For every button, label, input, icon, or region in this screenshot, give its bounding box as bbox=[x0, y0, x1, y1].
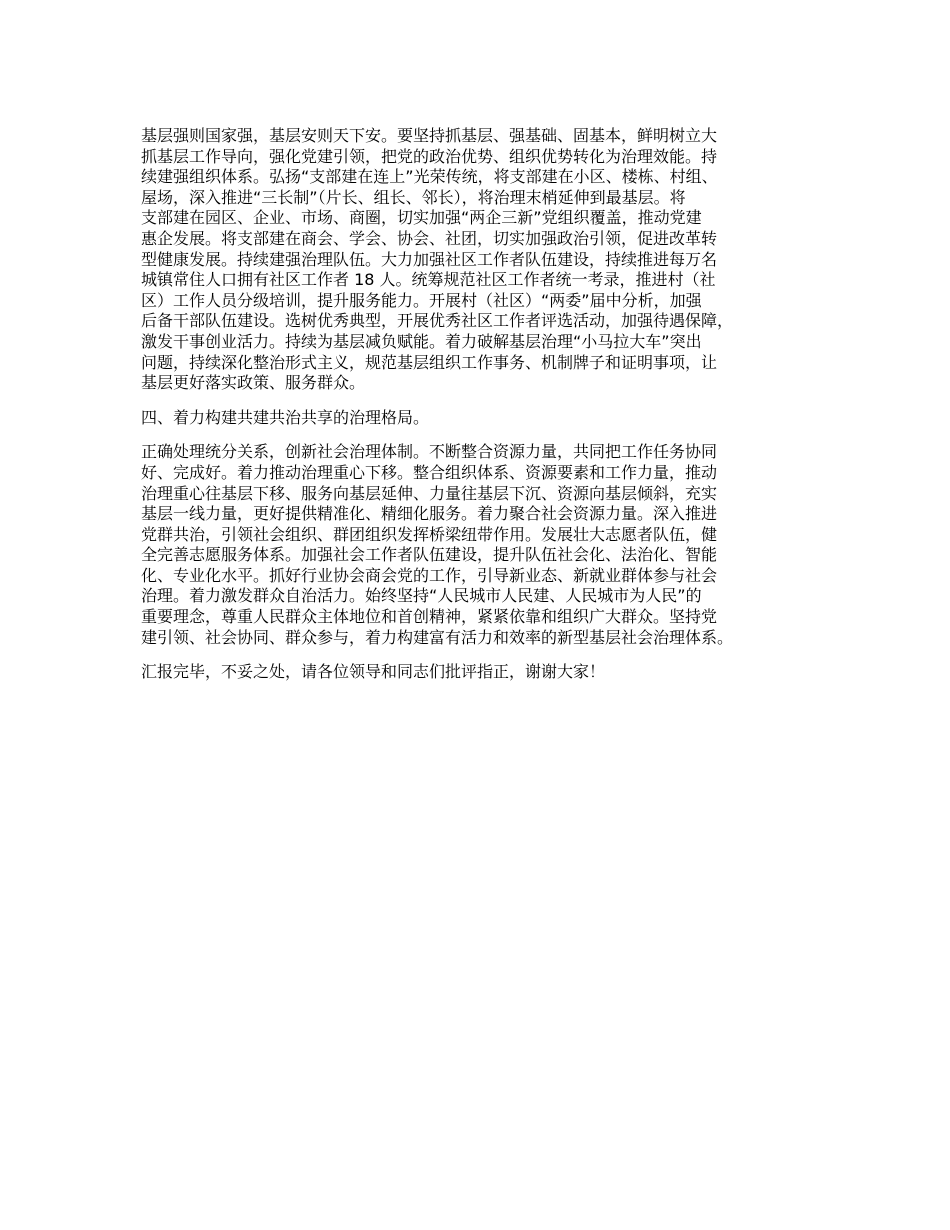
text-line: 问题，持续深化整治形式主义，规范基层组织工作事务、机制牌子和证明事项，让 bbox=[141, 352, 718, 372]
text-line: 屋场，深入推进“三长制”（片长、组长、邻长），将治理末梢延伸到最基层。将 bbox=[141, 187, 686, 207]
text-line: 型健康发展。持续建强治理队伍。大力加强社区工作者队伍建设，持续推进每万名 bbox=[141, 249, 718, 269]
text-line: 基层更好落实政策、服务群众。 bbox=[141, 373, 366, 393]
paragraph-grassroots bbox=[141, 126, 831, 394]
text-line: 党群共治，引领社会组织、群团组织发挥桥梁纽带作用。发展壮大志愿者队伍，健 bbox=[141, 524, 718, 544]
text-line: 城镇常住人口拥有社区工作者 18 人。统筹规范社区工作者统一考录，推进村（社 bbox=[141, 270, 716, 290]
text-line: 正确处理统分关系，创新社会治理体制。不断整合资源力量，共同把工作任务协同 bbox=[141, 442, 718, 462]
text-line: 好、完成好。着力推动治理重心下移。整合组织体系、资源要素和工作力量，推动 bbox=[141, 462, 718, 482]
text-line: 支部建在园区、企业、市场、商圈，切实加强“两企三新”党组织覆盖，推动党建 bbox=[141, 208, 702, 228]
text-line: 全完善志愿服务体系。加强社会工作者队伍建设，提升队伍社会化、法治化、智能 bbox=[141, 545, 718, 565]
text-line: 治理。着力激发群众自治活力。始终坚持“人民城市人民建、人民城市为人民”的 bbox=[141, 586, 702, 606]
text-line: 建引领、社会协同、群众参与，着力构建富有活力和效率的新型基层社会治理体系。 bbox=[141, 627, 734, 647]
text-line: 重要理念，尊重人民群众主体地位和首创精神，紧紧依靠和组织广大群众。坚持党 bbox=[141, 607, 718, 627]
closing-paragraph bbox=[141, 662, 831, 683]
text-line: 抓基层工作导向，强化党建引领，把党的政治优势、组织优势转化为治理效能。持 bbox=[141, 146, 718, 166]
text-line: 基层强则国家强，基层安则天下安。要坚持抓基层、强基础、固基本，鲜明树立大 bbox=[141, 126, 718, 145]
text-line: 治理重心往基层下移、服务向基层延伸、力量往基层下沉、资源向基层倾斜，充实 bbox=[141, 483, 718, 503]
closing-text: 汇报完毕，不妥之处，请各位领导和同志们批评指正，谢谢大家！ bbox=[141, 662, 606, 682]
text-line: 激发干事创业活力。持续为基层减负赋能。着力破解基层治理“小马拉大车”突出 bbox=[141, 331, 702, 351]
section-heading bbox=[141, 408, 831, 429]
text-line: 基层一线力量，更好提供精准化、精细化服务。着力聚合社会资源力量。深入推进 bbox=[141, 504, 718, 524]
paragraph-governance bbox=[141, 442, 831, 648]
text-line: 化、专业化水平。抓好行业协会商会党的工作，引导新业态、新就业群体参与社会 bbox=[141, 565, 718, 585]
text-line: 惠企发展。将支部建在商会、学会、协会、社团，切实加强政治引领，促进改革转 bbox=[141, 228, 718, 248]
text-line: 后备干部队伍建设。选树优秀典型，开展优秀社区工作者评选活动，加强待遇保障， bbox=[141, 311, 734, 331]
section-heading-text: 四、着力构建共建共治共享的治理格局。 bbox=[141, 407, 430, 427]
text-line: 续建强组织体系。弘扬“支部建在连上”光荣传统，将支部建在小区、楼栋、村组、 bbox=[141, 167, 718, 187]
text-line: 区）工作人员分级培训，提升服务能力。开展村（社区）“两委”届中分析，加强 bbox=[141, 290, 702, 310]
document-body bbox=[141, 126, 831, 697]
